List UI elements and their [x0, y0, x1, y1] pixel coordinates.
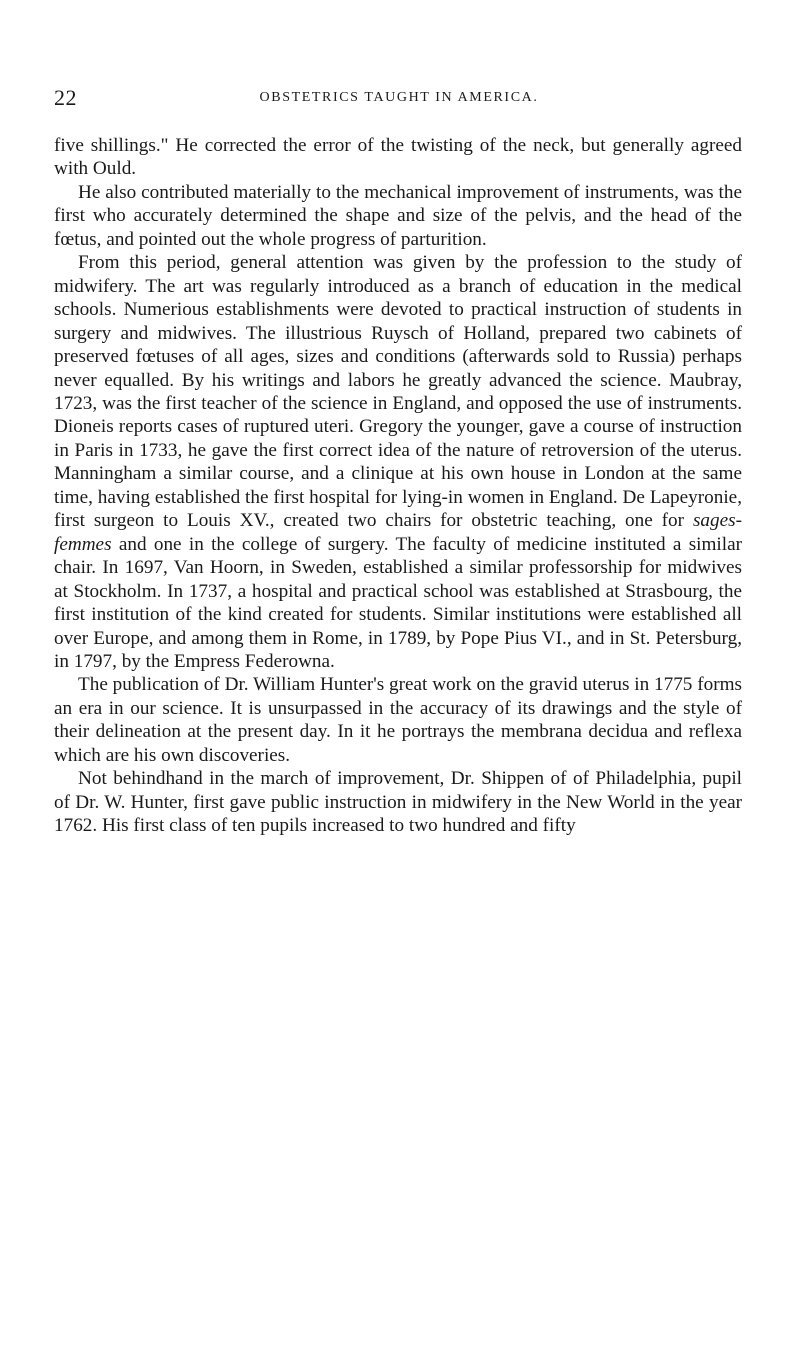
running-head — [54, 86, 744, 110]
paragraph-hunter: The publication of Dr. William Hunter's great work on the gravid uterus in 1775 forms an era in our science. It is unsurpassed in the accuracy of its drawings and the style of their delineation at the present day. In it he portrays the membrana decidua and reflexa which are his own discoveries. — [54, 674, 742, 766]
paragraph-history-text-1: From this period, general attention was given by the profession to the study of midwifery. The art was regularly introduced as a branch of education in the medical schools. Numerious establishments were devoted to practical instruction of students in surgery and midwives. The illustrious Ruysch of Holland, prepared two cabinets of preserved fœtuses of all ages, sizes and conditions (afterwards sold to Russia) perhaps never equalled. By his writings and labors he greatly advanced the science. Maubray, 1723, was the first teacher of the science in England, and opposed the use of instruments. Dioneis reports cases of ruptured uteri. Gregory the younger, gave a course of instruction in Paris in 1733, he gave the first correct idea of the nature of retroversion of the uterus. Manningham a similar course, and a clinique at his own house in London at the same time, having established the first hospital for lying-in women in England. De Lapeyronie, first surgeon to Louis XV., created two chairs for obstetric teaching, one for — [54, 252, 742, 532]
italic-term: sages-femmes — [54, 510, 742, 555]
running-title: OBSTETRICS TAUGHT IN AMERICA. — [259, 90, 539, 105]
paragraph-history-text-2: and one in the college of surgery. The faculty of medicine instituted a similar chair. In 1697, Van Hoorn, in Sweden, established a similar professorship for midwives at Stockholm. In 1737, a hospital and practical school was established at Strasbourg, the first institution of the kind created for students. Similar institutions were established all over Europe, and among them in Rome, in 1789, by Pope Pius VI., and in St. Petersburg, in 1797, by the Empress Federowna. — [54, 533, 742, 672]
paragraph-instruments: He also contributed materially to the mechanical improvement of instruments, was the first who accurately determined the shape and size of the pelvis, and the head of the fœtus, and pointed out the whole progress of parturition. — [54, 181, 742, 250]
paragraph-continued: five shillings." He corrected the error of the twisting of the neck, but generally agreed with Ould. — [54, 135, 742, 180]
paragraph-history — [54, 251, 742, 673]
page-number: 22 — [54, 85, 77, 110]
book-page — [54, 0, 744, 1351]
paragraph-shippen: Not behindhand in the march of improvement, Dr. Shippen of of Philadelphia, pupil of Dr. W. Hunter, first gave public instruction in midwifery in the New World in the year 1762. His first class of ten pupils increased to two hundred and fifty — [54, 768, 742, 837]
body-text — [54, 134, 742, 838]
